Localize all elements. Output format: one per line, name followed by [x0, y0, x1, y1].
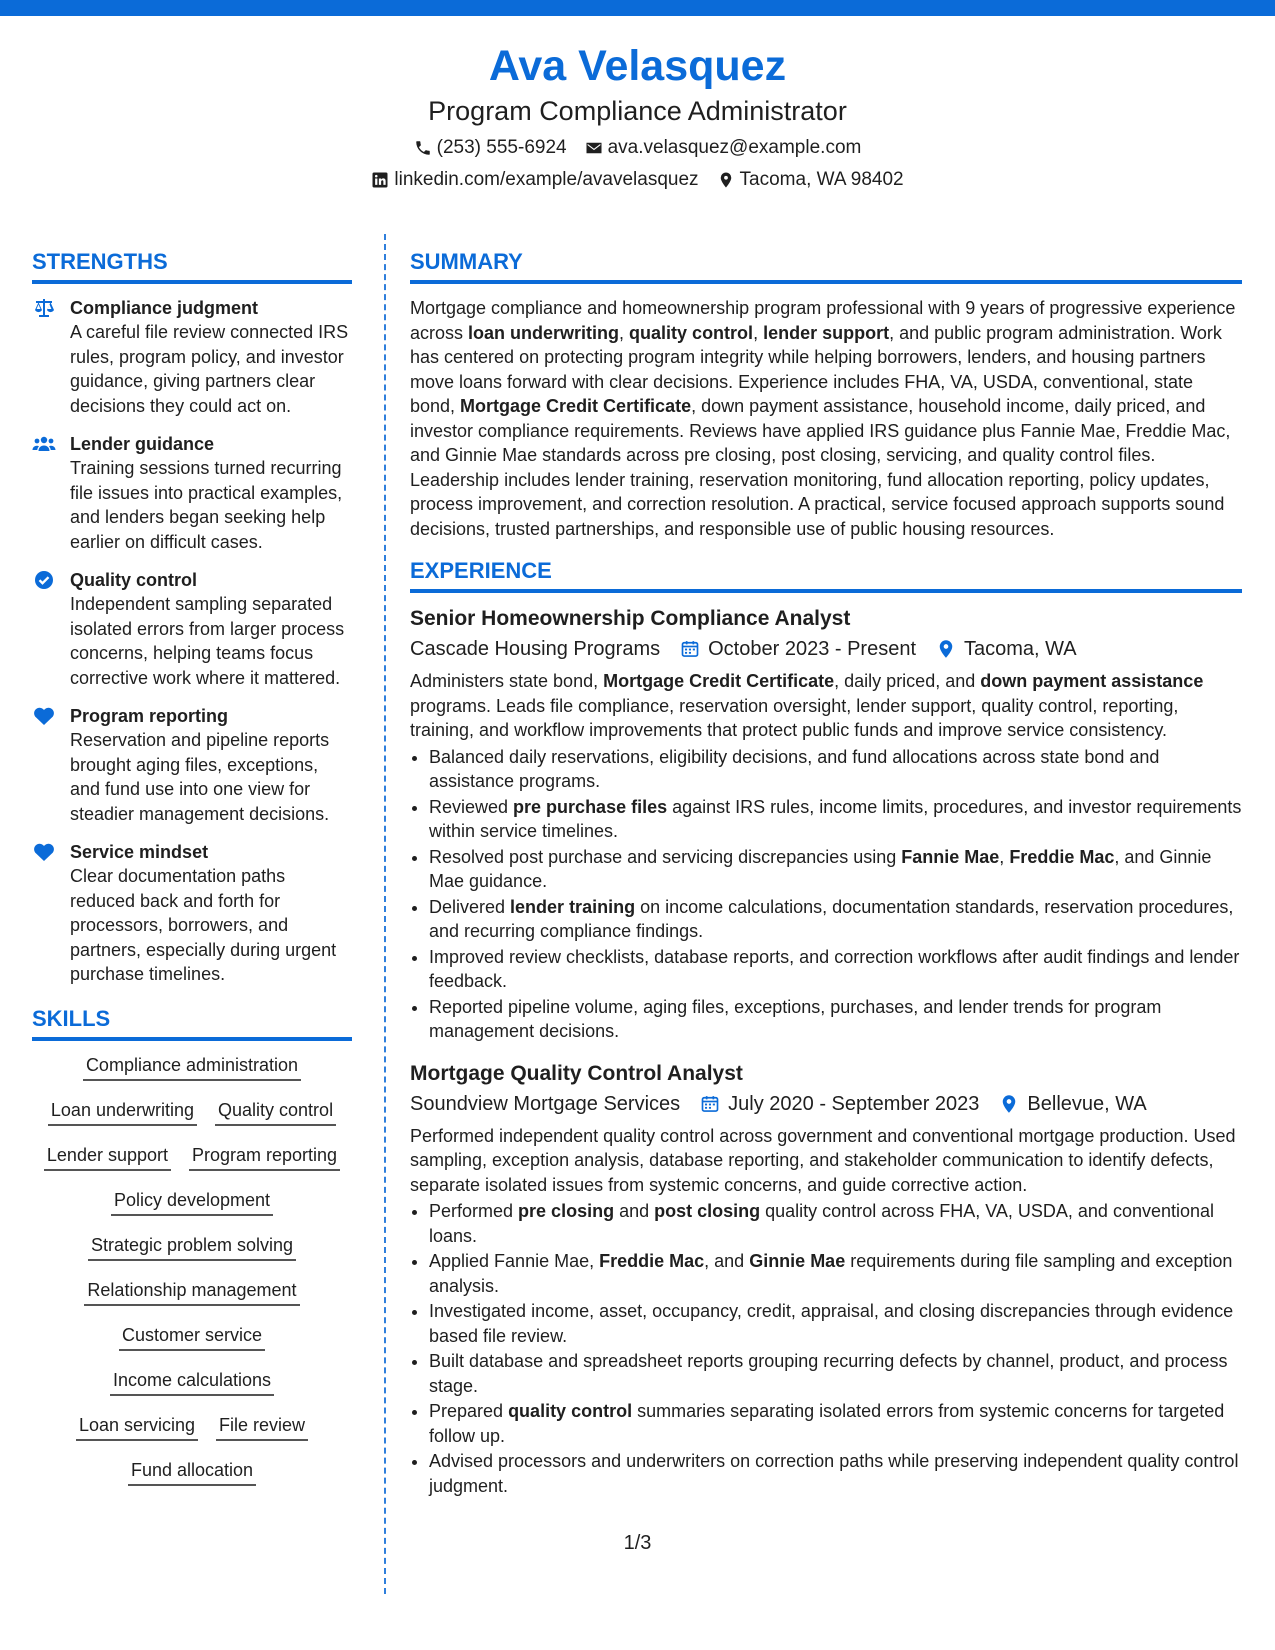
job-location: Tacoma, WA: [964, 638, 1077, 660]
check-circle-icon: [32, 568, 58, 690]
skill-row: [32, 1458, 352, 1486]
skill-row: [32, 1413, 352, 1441]
job-bullet: • Balanced daily reservations, eligibility decisions, and fund allocations across state bond and assistance programs.: [429, 745, 1242, 794]
skill-row: [32, 1053, 352, 1081]
strength-body: [70, 568, 352, 690]
job-title: Mortgage Quality Control Analyst: [410, 1061, 743, 1085]
skill-row: [32, 1278, 352, 1306]
users-icon: [32, 432, 58, 554]
resume-header: [0, 40, 1275, 192]
location-text: Tacoma, WA 98402: [739, 169, 904, 190]
job-summary: Performed independent quality control across government and conventional mortgage production. Used sampling, exception analysis, database reporting, and stakeholder communication to identify defects, separate isolated issues from systemic concerns, and guide corrective action.: [410, 1125, 1236, 1195]
skill-tag: Relationship management: [84, 1278, 299, 1306]
skill-row: [32, 1098, 352, 1126]
strength-description: Training sessions turned recurring file issues into practical examples, and lenders began seeking help earlier on difficult cases.: [70, 458, 343, 552]
strength-title: Lender guidance: [70, 434, 215, 454]
skill-tag: Loan servicing: [76, 1413, 198, 1441]
job-bullet: • Improved review checklists, database reports, and correction workflows after audit findings and lender feedback.: [429, 945, 1242, 994]
skill-row: [32, 1233, 352, 1261]
skill-tag: Strategic problem solving: [88, 1233, 296, 1261]
page-number: 1/3: [623, 1532, 652, 1554]
strength-title: Service mindset: [70, 842, 209, 862]
scale-icon: [32, 296, 58, 418]
job-title: Senior Homeownership Compliance Analyst: [410, 607, 851, 630]
heart-icon: [32, 704, 58, 826]
strength-body: [70, 432, 352, 554]
strength-title: Quality control: [70, 570, 198, 590]
linkedin-contact[interactable]: [371, 168, 698, 192]
skill-tag: Policy development: [111, 1188, 273, 1216]
skill-tag: Loan underwriting: [48, 1098, 197, 1126]
skill-tag: Fund allocation: [128, 1458, 256, 1486]
skill-row: [32, 1143, 352, 1171]
email-text: ava.velasquez@example.com: [607, 137, 862, 158]
job-meta: [410, 635, 1242, 663]
job-bullet: • Delivered lender training on income calculations, documentation standards, reservation procedures, and recurring compliance findings.: [429, 895, 1242, 944]
job-bullets: [410, 1199, 1242, 1498]
job-bullet: • Resolved post purchase and servicing discrepancies using Fannie Mae, Freddie Mac, and Ginnie Mae guidance.: [429, 845, 1242, 894]
job-dates: October 2023 - Present: [708, 638, 917, 660]
strength-body: [70, 704, 352, 826]
experience-entry: [410, 605, 1242, 1044]
job-bullet: • Reported pipeline volume, aging files, exceptions, purchases, and lender trends for program management decisions.: [429, 995, 1242, 1044]
calendar-icon: [700, 1094, 720, 1114]
email-contact[interactable]: [585, 136, 862, 160]
location-contact: [717, 168, 904, 192]
skill-tag: Lender support: [44, 1143, 171, 1171]
job-bullets: [410, 745, 1242, 1044]
job-bullet: • Applied Fannie Mae, Freddie Mac, and Ginnie Mae requirements during file sampling and exception analysis.: [429, 1249, 1242, 1298]
strength-body: [70, 840, 352, 987]
strength-body: [70, 296, 352, 418]
job-bullet: • Reviewed pre purchase files against IRS rules, income limits, procedures, and investor requirements within service timelines.: [429, 795, 1242, 844]
strength-title: Compliance judgment: [70, 298, 259, 318]
skill-row: [32, 1368, 352, 1396]
map-pin-icon: [999, 1094, 1019, 1114]
contact-row-1: [0, 136, 1275, 160]
phone-text: (253) 555-6924: [436, 137, 567, 158]
map-pin-icon: [936, 639, 956, 659]
summary-heading: SUMMARY: [410, 248, 1242, 284]
linkedin-text: linkedin.com/example/avavelasquez: [394, 169, 699, 190]
strengths-heading: STRENGTHS: [32, 248, 352, 284]
phone-icon: [414, 139, 432, 157]
skill-tag: Program reporting: [189, 1143, 340, 1171]
skill-tag: Quality control: [215, 1098, 336, 1126]
job-meta: [410, 1090, 1242, 1118]
skill-tag: Compliance administration: [83, 1053, 301, 1081]
skill-row: [32, 1323, 352, 1351]
strength-item: [32, 568, 352, 690]
heart-icon: [32, 840, 58, 987]
strength-item: [32, 296, 352, 418]
skill-row: [32, 1188, 352, 1216]
job-location: Bellevue, WA: [1027, 1092, 1147, 1115]
strength-description: Clear documentation paths reduced back and forth for processors, borrowers, and partners, especially during urgent purchase timelines.: [70, 866, 337, 984]
experience-heading: EXPERIENCE: [410, 557, 1242, 593]
left-column: [32, 248, 352, 1503]
strengths-list: [32, 296, 352, 987]
contact-row-2: [0, 168, 1275, 192]
top-accent-bar: [0, 0, 1275, 16]
candidate-headline: Program Compliance Administrator: [428, 96, 847, 126]
company-name: Cascade Housing Programs: [410, 638, 661, 660]
job-bullet: • Performed pre closing and post closing quality control across FHA, VA, USDA, and conventional loans.: [429, 1199, 1242, 1248]
column-divider: [384, 234, 386, 1594]
skill-tag: File review: [216, 1413, 308, 1441]
strength-item: [32, 840, 352, 987]
phone-contact: [414, 136, 567, 160]
calendar-icon: [680, 639, 700, 659]
skills-list: [32, 1053, 352, 1486]
strength-item: [32, 432, 352, 554]
job-summary: Administers state bond, Mortgage Credit Certificate, daily priced, and down payment assistance programs. Leads file compliance, reservation oversight, lender support, quality control, reporting, training, and workflow improvements that protect public funds and improve service consistency.: [410, 671, 1204, 740]
skills-heading: SKILLS: [32, 1005, 352, 1041]
strength-description: Independent sampling separated isolated errors from larger process concerns, helping teams focus corrective work where it mattered.: [70, 594, 345, 688]
linkedin-icon: [371, 171, 389, 189]
skill-tag: Income calculations: [110, 1368, 274, 1396]
job-bullet: • Built database and spreadsheet reports grouping recurring defects by channel, product, and process stage.: [429, 1349, 1242, 1398]
right-column: [410, 248, 1242, 1499]
strength-item: [32, 704, 352, 826]
company-name: Soundview Mortgage Services: [410, 1092, 681, 1115]
experience-entry: [410, 1060, 1242, 1499]
job-bullet: • Prepared quality control summaries separating isolated errors from systemic concerns for targeted follow up.: [429, 1399, 1242, 1448]
envelope-icon: [585, 139, 603, 157]
map-pin-icon: [717, 171, 735, 189]
job-dates: July 2020 - September 2023: [728, 1092, 980, 1115]
summary-text: Mortgage compliance and homeownership program professional with 9 years of progressive experience across loan underwriting, quality control, lender support, and public program administration. Work has centered on protecting program integrity while helping borrowers, lenders, and housing partners move loans forward with clear decisions. Experience includes FHA, VA, USDA, conventional, state bond, Mortgage Credit Certificate, down payment assistance, household income, daily priced, and investor compliance requirements. Reviews have applied IRS guidance plus Fannie Mae, Freddie Mac, and Ginnie Mae standards across pre closing, post closing, servicing, and quality control files. Leadership includes lender training, reservation monitoring, fund allocation reporting, policy updates, process improvement, and correction resolution. A practical, service focused approach supports sound decisions, trusted partnerships, and responsible use of public housing resources.: [410, 298, 1236, 539]
strength-description: A careful file review connected IRS rules, program policy, and investor guidance, giving partners clear decisions they could act on.: [70, 322, 349, 416]
job-bullet: • Advised processors and underwriters on correction paths while preserving independent quality control judgment.: [429, 1449, 1242, 1498]
strength-title: Program reporting: [70, 706, 229, 726]
job-bullet: • Investigated income, asset, occupancy, credit, appraisal, and closing discrepancies through evidence based file review.: [429, 1299, 1242, 1348]
experience-list: [410, 605, 1242, 1498]
skill-tag: Customer service: [119, 1323, 265, 1351]
strength-description: Reservation and pipeline reports brought aging files, exceptions, and fund use into one view for steadier management decisions.: [70, 730, 330, 824]
candidate-name: Ava Velasquez: [488, 42, 787, 90]
